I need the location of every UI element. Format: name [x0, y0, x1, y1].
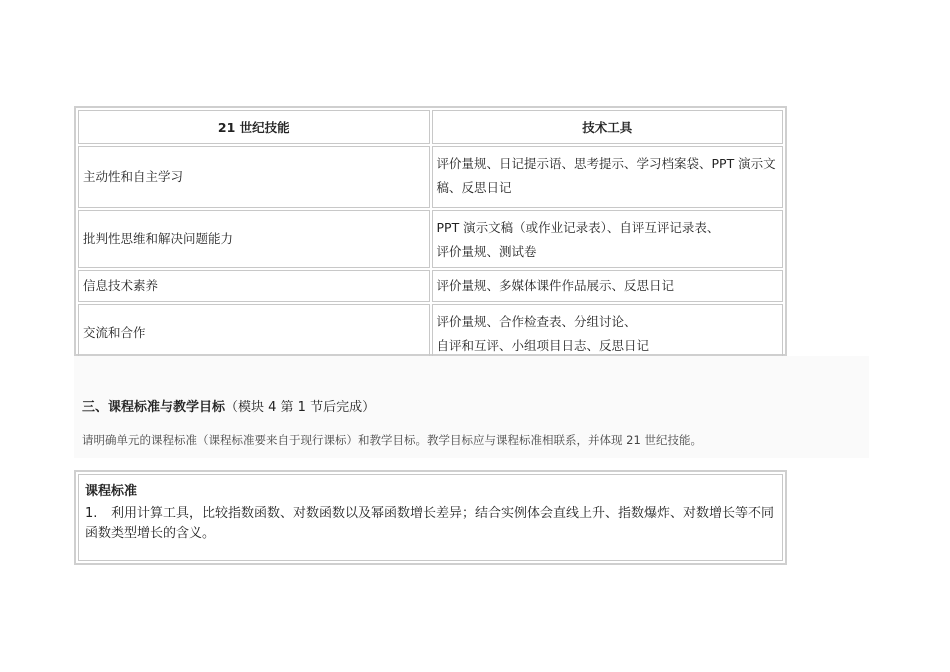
- tools-line: 评价量规、测试卷: [436, 244, 537, 259]
- tools-cell: [432, 210, 784, 268]
- tools-cell: [432, 304, 784, 362]
- tools-line: 自评和互评、小组项目日志、反思日记: [436, 338, 650, 353]
- tools-line: PPT 演示文稿（或作业记录表）、自评互评记录表、: [436, 220, 720, 235]
- standards-title: 课程标准: [85, 484, 138, 499]
- tools-cell: [432, 146, 784, 208]
- tools-line: 评价量规、合作检查表、分组讨论、: [436, 314, 637, 329]
- standards-item: [85, 504, 776, 544]
- skill-cell: 主动性和自主学习: [78, 146, 430, 208]
- skill-cell: 批判性思维和解决问题能力: [78, 210, 430, 268]
- skill-cell: 交流和合作: [78, 304, 430, 362]
- tools-line: 评价量规、日记提示语、思考提示、学习档案袋、PPT 演示文稿、反思日记: [436, 156, 776, 195]
- skills-tools-table: [74, 106, 787, 356]
- section-heading: [82, 396, 375, 415]
- skill-cell: 信息技术素养: [78, 270, 430, 302]
- section-instructions: 请明确单元的课程标准（课程标准要来自于现行课标）和教学目标。教学目标应与课程标准相联系，并体现 21 世纪技能。: [82, 433, 702, 447]
- standards-item-text: 利用计算工具，比较指数函数、对数函数以及幂函数增长差异；结合实例体会直线上升、指数爆炸、对数增长等不同函数类型增长的含义。: [85, 506, 775, 541]
- tools-line: 评价量规、多媒体课件作品展示、反思日记: [436, 278, 675, 293]
- curriculum-standards-box: [74, 470, 787, 565]
- standards-item-number: 1.: [85, 506, 98, 521]
- section-subtitle: （模块 4 第 1 节后完成）: [225, 400, 376, 415]
- header-skills: 21 世纪技能: [78, 110, 430, 144]
- curriculum-standards-cell: [78, 474, 783, 561]
- section-title: 三、课程标准与教学目标: [82, 400, 226, 415]
- header-tools: 技术工具: [432, 110, 784, 144]
- tools-cell: [432, 270, 784, 302]
